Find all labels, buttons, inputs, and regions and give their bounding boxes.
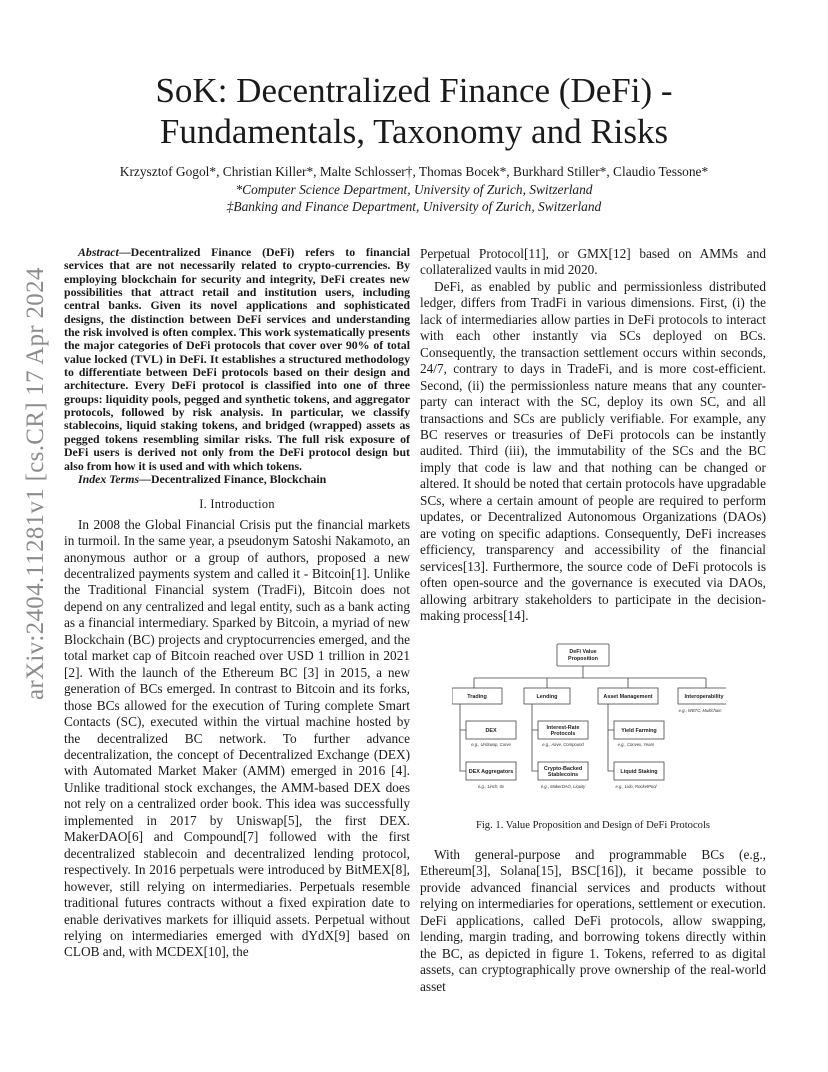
yield-farming-example: e.g., Convex, Yearn (617, 742, 655, 747)
lending-label: Lending (536, 694, 558, 700)
right-column (420, 246, 766, 624)
abstract (64, 246, 410, 473)
asset-management-label: Asset Management (603, 694, 653, 700)
trading-label: Trading (467, 694, 487, 700)
dex-example: e.g., UniSwap, Curve (471, 742, 511, 747)
arxiv-identifier: arXiv:2404.11281v1 [cs.CR] 17 Apr 2024 (22, 267, 49, 700)
figure-caption: Fig. 1. Value Proposition and Design of DeFi Protocols (475, 820, 711, 831)
root-label-2: Proposition (568, 656, 598, 662)
defi-taxonomy-figure (452, 640, 726, 795)
bottom-right-column (420, 847, 766, 995)
interest-rate-label-1: Interest-Rate (546, 725, 580, 731)
dex-aggregators-label: DEX Aggregators (468, 769, 514, 775)
abstract-text: —Decentralized Finance (DeFi) refers to financial services that are not necessarily related to crypto-currencies. By employing blockchain for security and integrity, DeFi creates new possibilities that attract retail and institution users, including central banks. Given its novel applications and sophisticated designs, the distinction between DeFi services and understanding the risk involved is often complex. This work systematically presents the major categories of DeFi protocols that cover over 90% of total value locked (TVL) in DeFi. It establishes a structured methodology to differentiate between DeFi protocols based on their design and architecture. Every DeFi protocol is classified into one of three groups: liquidity pools, pegged and synthetic tokens, and aggregator protocols, followed by risk analysis. In particular, we classify stablecoins, liquid staking tokens, and bridged (wrapped) assets as pegged tokens resembling similar risks. The full risk exposure of DeFi users is derived not only from the DeFi protocol design but also from how it is used and with which tokens. (64, 245, 410, 473)
paper-title-line1: SoK: Decentralized Finance (DeFi) - (155, 71, 673, 110)
liquid-staking-label: Liquid Staking (620, 769, 658, 775)
intro-paragraph: In 2008 the Global Financial Crisis put the financial markets in turmoil. In the same year, a pseudonym Satoshi Nakamoto, an anonymous author or a group of authors, proposed a new decentralized payments system and called it - Bitcoin[1]. Unlike the Traditional Financial system (TradFi), Bitcoin does not depend on any centralized and legal entity, such as a bank acting as a financial intermediary. Sparked by Bitcoin, a myriad of new Blockchain (BC) projects and cryptocurrencies emerged, and the total market cap of Bitcoin reached over USD 1 trillion in 2021 [2]. With the launch of the Ethereum BC [3] in 2015, a new generation of BCs emerged. In contrast to Bitcoin and its forks, those BCs allowed for the execution of Turing complete Smart Contacts (SC), executed within the virtual machine hosted by the decentralized BC network. To further advance decentralization, the concept of Decentralized Exchange (DEX) with Automated Market Maker (AMM) emerged in 2016 [4]. Unlike traditional stock exchanges, the AMM-based DEX does not rely on a centralized order book. This idea was successfully implemented in 2017 by Uniswap[5], the first DEX. MakerDAO[6] and Compound[7] followed with the first decentralized stablecoin and decentralized lending protocol, respectively. In 2016 perpetuals were introduced by BitMEX[8], however, still relying on intermediaries. Perpetuals resemble traditional futures contracts without a fixed expiration date to enable derivatives markets for illiquid assets. Perpetual without relying on intermediaries emerged with dYdX[9] based on CLOB and, with MCDEX[10], the (64, 516, 410, 960)
index-terms (64, 473, 410, 486)
root-box (557, 644, 609, 666)
dex-label: DEX (485, 728, 497, 734)
bottom-paragraph: With general-purpose and programmable BCs (e.g., Ethereum[3], Solana[15], BSC[16]), it became possible to provide advanced financial services and products without relying on intermediaries for operations, settlement or execution. DeFi applications, called DeFi protocols, allow swapping, lending, margin trading, and borrowing tokens directly within the BC, as depicted in figure 1. Tokens, referred to as digital assets, can cryptographically prove ownership of the real-world asset (420, 847, 766, 994)
yield-farming-label: Yield Farming (621, 728, 657, 734)
interoperability-example: e.g., WBTC, Multichain (678, 708, 722, 713)
affiliation-cs: *Computer Science Department, University of Zurich, Switzerland (235, 182, 593, 197)
crypto-backed-example: e.g., MakerDAO, Liquity (540, 784, 586, 789)
root-label-1: DeFi Value (569, 649, 597, 655)
left-column (64, 246, 410, 961)
crypto-backed-label-1: Crypto-Backed (543, 766, 583, 772)
liquid-staking-example: e.g., Lido, RocketPool (615, 784, 657, 789)
index-terms-label: Index Terms (78, 471, 140, 486)
index-terms-text: —Decentralized Finance, Blockchain (139, 471, 327, 486)
abstract-label: Abstract (78, 245, 119, 259)
paper-title-line2: Fundamentals, Taxonomy and Risks (159, 112, 669, 151)
crypto-backed-label-2: Stablecoins (547, 772, 579, 778)
interest-rate-label-2: Protocols (550, 731, 576, 737)
dex-aggregators-example: e.g., 1inch, 0x (477, 784, 505, 789)
affiliation-bf: ‡Banking and Finance Department, University of Zurich, Switzerland (226, 199, 602, 214)
interest-rate-example: e.g., Aave, Compound (542, 742, 584, 747)
interoperability-label: Interoperability (684, 694, 724, 700)
right-paragraph-1: DeFi, as enabled by public and permissionless distributed ledger, differs from TradFi in various dimensions. First, (i) the lack of intermediaries allow parties in DeFi protocols to interact with each other instantly via SCs deployed on BCs. Consequently, the transaction settlement occurs within seconds, 24/7, contrary to days in TradeFi, and is more cost-efficient. Second, (ii) the permissionless nature means that any counter-party can interact with the SC, deploy its own SC, and all transactions and SCs are publicly verifiable. For example, any BC reserves or treasuries of DeFi protocols can be instantly audited. Third (iii), the immutability of the SCs and the BC imply that code is law and that nothing can be changed or altered. It should be noted that certain protocols have upgradable SCs, where a certain amount of people are required to perform updates, or Decentralized Autonomous Organizations (DAOs) are voting on specific adaptions. Consequently, DeFi increases efficiency, transparency and accessibility of the financial services[13]. Furthermore, the source code of DeFi protocols is often open-source and the governance is executed via DAOs, allowing arbitrary stakeholders to participate in the decision-making process[14]. (420, 278, 766, 623)
author-list: Krzysztof Gogol*, Christian Killer*, Malte Schlosser†, Thomas Bocek*, Burkhard Stiller*, Claudio Tessone* (119, 164, 709, 179)
section-heading: I. Introduction (199, 497, 275, 512)
right-paragraph-0: Perpetual Protocol[11], or GMX[12] based on AMMs and collateralized vaults in mid 2020. (420, 246, 766, 278)
